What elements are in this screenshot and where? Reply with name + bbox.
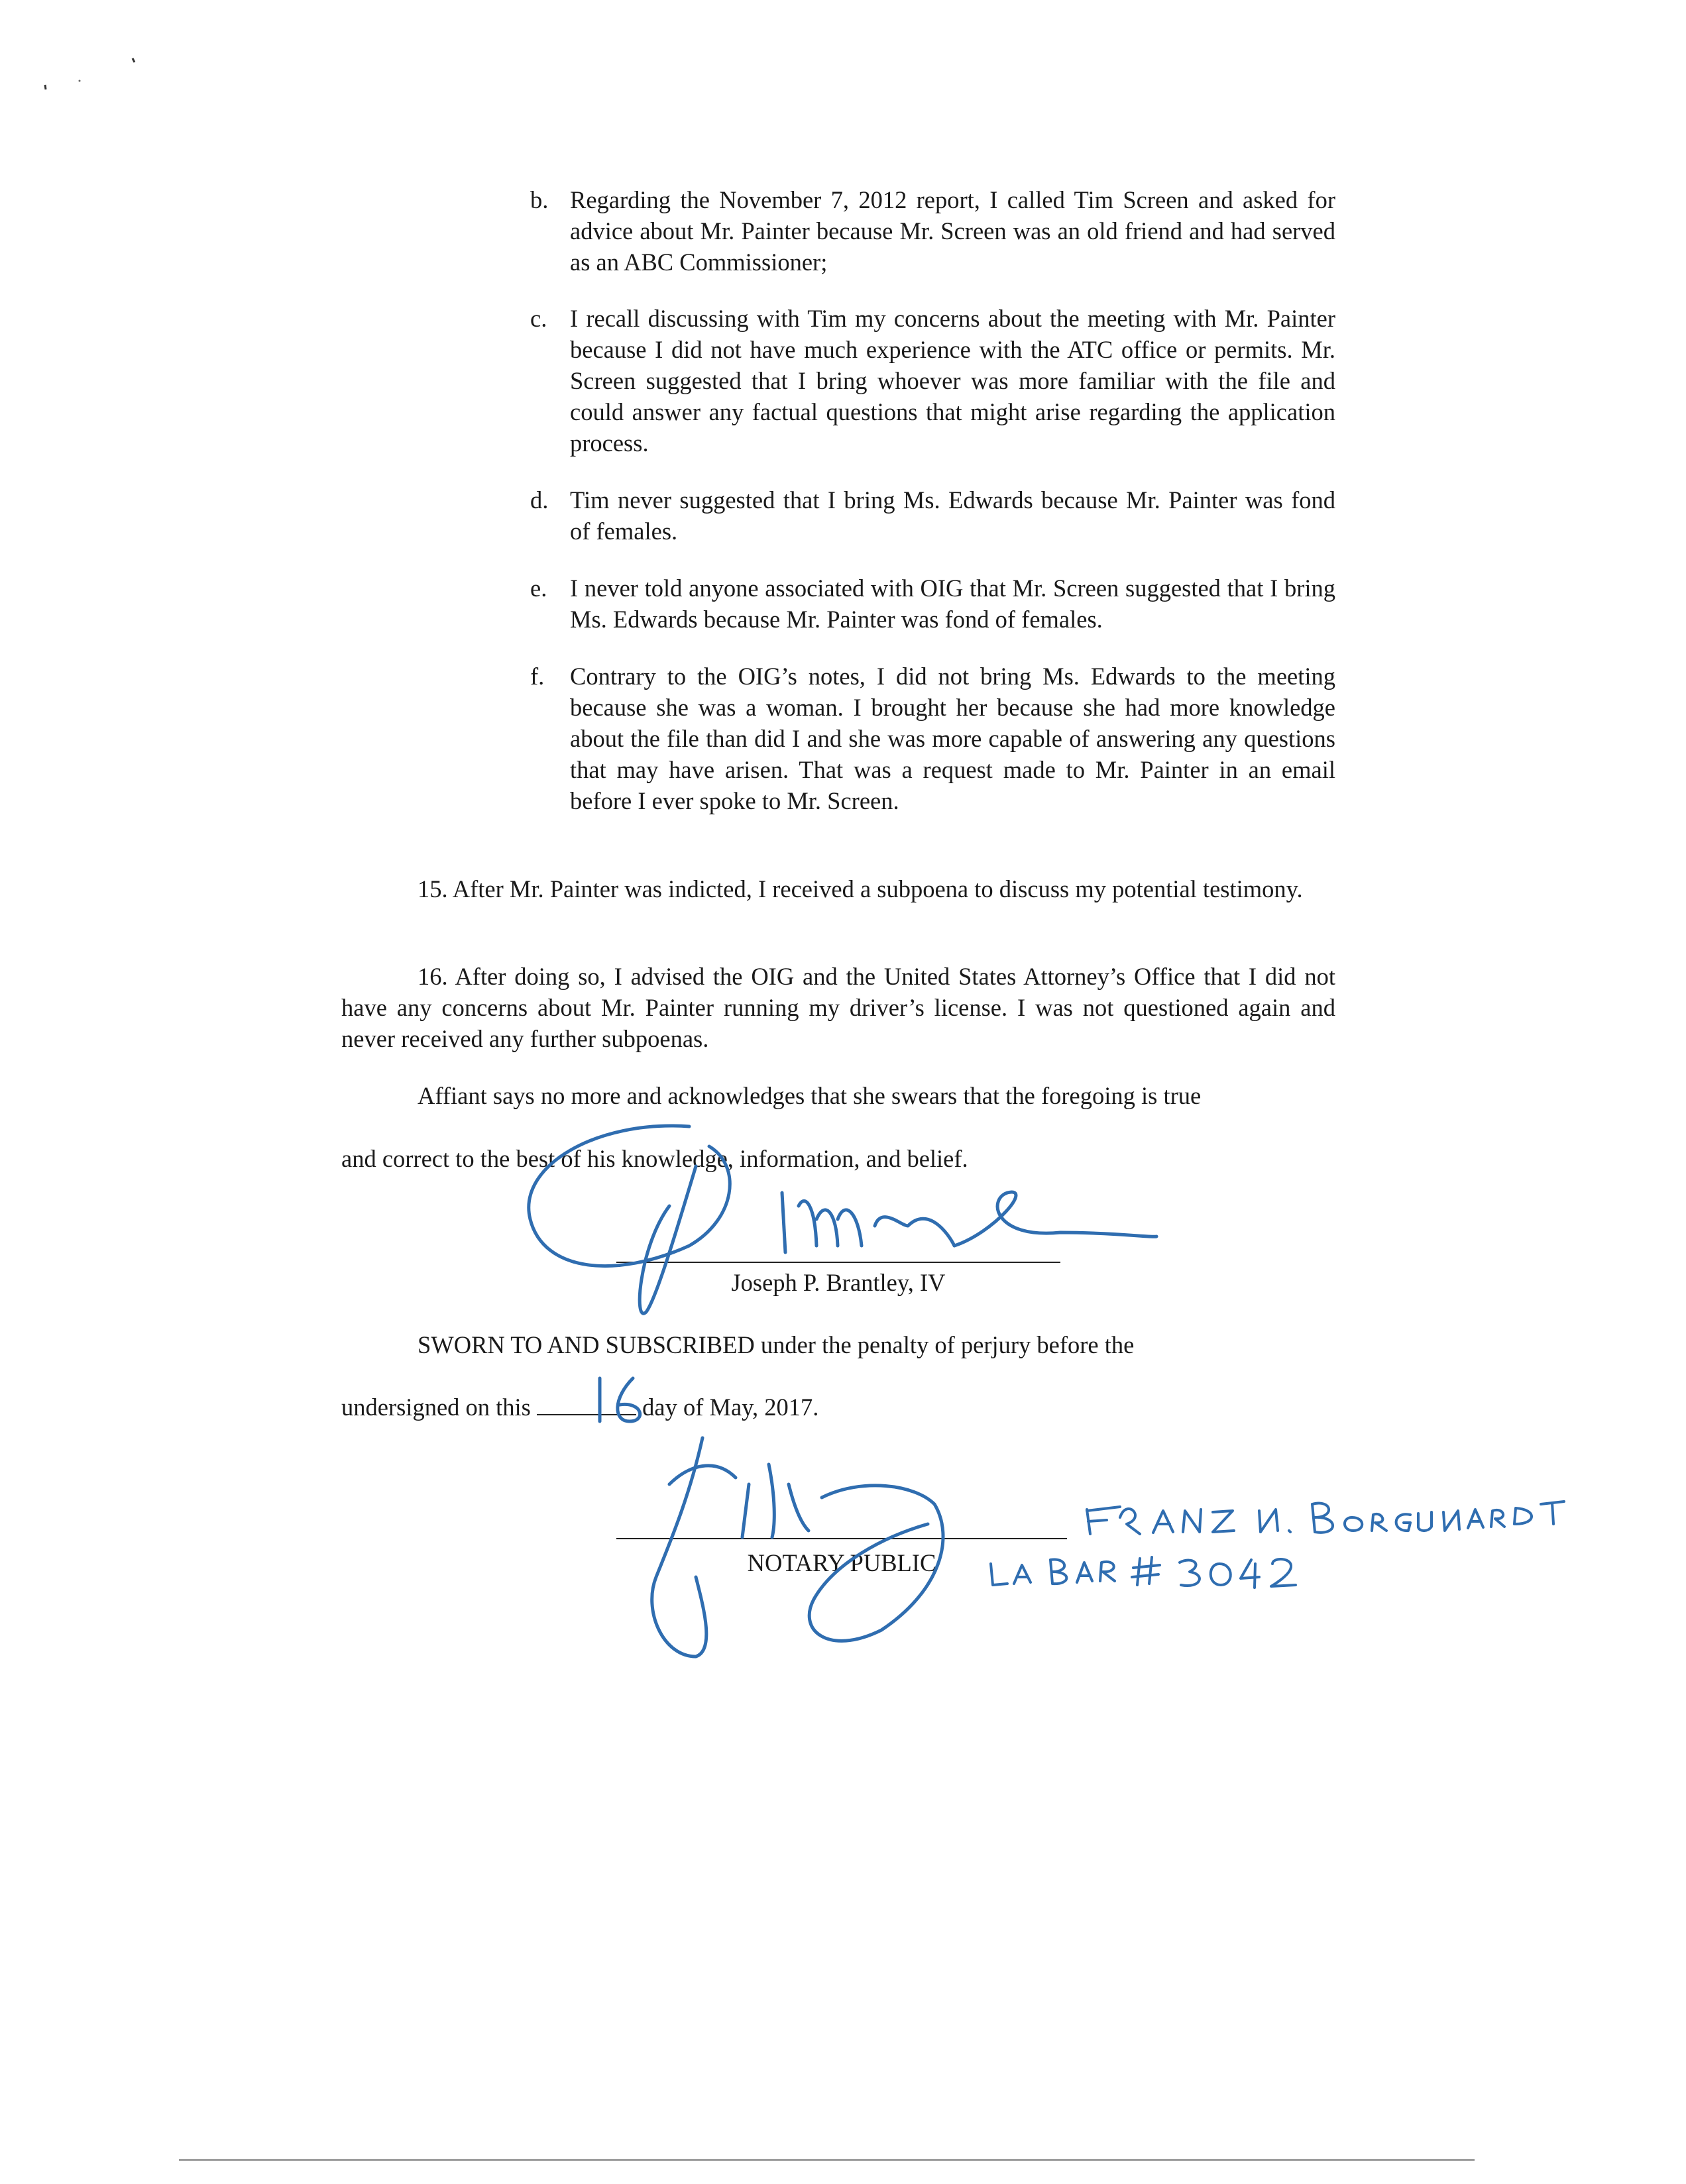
day-handwritten bbox=[600, 1378, 640, 1421]
footer-rule bbox=[179, 2159, 1475, 2161]
sworn-text: day of May, 2017. bbox=[642, 1393, 819, 1421]
notary-bar-number bbox=[991, 1557, 1296, 1588]
item-label: d. bbox=[530, 486, 549, 514]
affidavit-text: and correct to the best of his knowledge, information, and belief. bbox=[341, 1145, 968, 1172]
affiant-signature bbox=[529, 1126, 1156, 1313]
notary-printed-name bbox=[1087, 1502, 1564, 1534]
item-text: Contrary to the OIG’s notes, I did not bring Ms. Edwards to the meeting because she was a woman. I brought her because she had more knowledge about the file than did I and she was more capable of answering any questions that may have arisen. That was a request made to Mr. Painter in an email before I ever spoke to Mr. Screen. bbox=[570, 663, 1335, 814]
paragraph-text: After Mr. Painter was indicted, I received a subpoena to discuss my potential testimony. bbox=[452, 875, 1303, 902]
item-text: I never told anyone associated with OIG that Mr. Screen suggested that I bring Ms. Edwards because Mr. Painter was fond of females. bbox=[570, 574, 1335, 633]
paragraph-number: 15. bbox=[418, 875, 448, 902]
sworn-text: undersigned on this bbox=[341, 1393, 531, 1421]
notary-label: NOTARY PUBLIC bbox=[747, 1549, 936, 1576]
item-text: Tim never suggested that I bring Ms. Edwards because Mr. Painter was fond of females. bbox=[570, 486, 1335, 545]
affiant-name: Joseph P. Brantley, IV bbox=[731, 1269, 946, 1296]
item-label: b. bbox=[530, 186, 549, 213]
item-text: I recall discussing with Tim my concerns about the meeting with Mr. Painter because I did not have much experience with the ATC office or permits. Mr. Screen suggested that I bring whoever was more familiar with the file and could answer any factual questions that might arise regarding the application process. bbox=[570, 305, 1335, 457]
paragraph-number: 16. bbox=[418, 963, 448, 990]
item-label: e. bbox=[530, 574, 547, 602]
notary-signature bbox=[652, 1438, 943, 1657]
item-text: Regarding the November 7, 2012 report, I called Tim Screen and asked for advice about Mr. Painter because Mr. Screen was an old friend and had served as an ABC Commissioner; bbox=[570, 186, 1335, 276]
item-label: f. bbox=[530, 663, 545, 690]
affidavit-text: Affiant says no more and acknowledges that she swears that the foregoing is true bbox=[418, 1082, 1202, 1109]
item-label: c. bbox=[530, 305, 547, 332]
paragraph-text: After doing so, I advised the OIG and the United States Attorney’s Office that I did not have any concerns about Mr. Painter running my driver’s license. I was not questioned again and never received any further subpoenas. bbox=[341, 963, 1335, 1052]
sworn-text: SWORN TO AND SUBSCRIBED under the penalty of perjury before the bbox=[418, 1331, 1135, 1358]
